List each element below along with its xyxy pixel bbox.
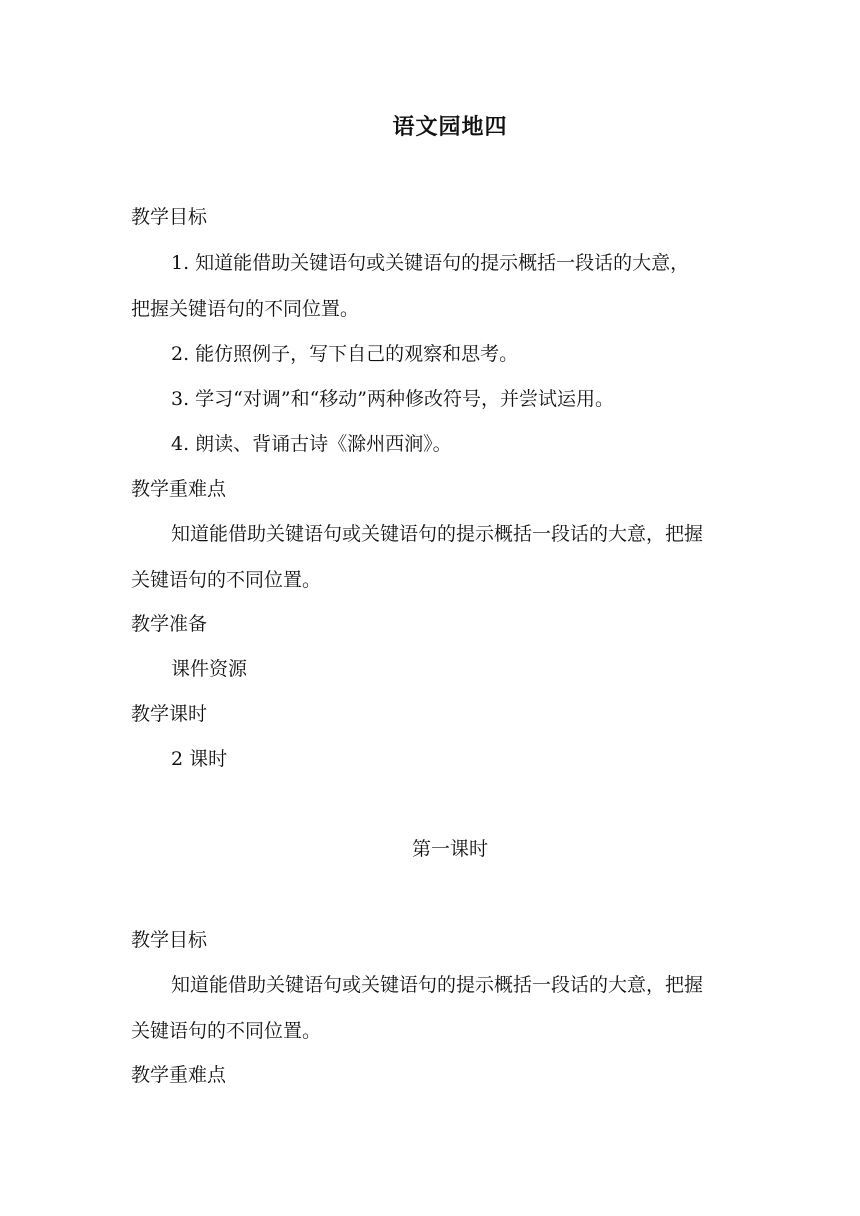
- objective-2: 2. 能仿照例子，写下自己的观察和思考。: [171, 343, 519, 365]
- section-heading-periods: 教学课时: [131, 703, 208, 725]
- objective-4: 4. 朗读、背诵古诗《滁州西涧》。: [171, 433, 452, 455]
- lesson-1-title: 第一课时: [411, 838, 488, 860]
- section-heading-objectives: 教学目标: [131, 206, 208, 228]
- lesson-1-objectives-line-2: 关键语句的不同位置。: [131, 1020, 322, 1042]
- lesson-1-objectives-line-1: 知道能借助关键语句或关键语句的提示概括一段话的大意，把握: [171, 974, 704, 996]
- objective-3: 3. 学习“对调”和“移动”两种修改符号，并尝试运用。: [171, 388, 615, 410]
- lesson-1-key-points-heading: 教学重难点: [131, 1064, 227, 1086]
- periods-text: 2 课时: [171, 748, 228, 770]
- key-points-line-1: 知道能借助关键语句或关键语句的提示概括一段话的大意，把握: [171, 523, 704, 545]
- objective-1-line-1: 1. 知道能借助关键语句或关键语句的提示概括一段话的大意，: [171, 252, 690, 274]
- section-heading-key-points: 教学重难点: [131, 478, 227, 500]
- document-title: 语文园地四: [392, 114, 508, 140]
- key-points-line-2: 关键语句的不同位置。: [131, 569, 322, 591]
- lesson-1-objectives-heading: 教学目标: [131, 929, 208, 951]
- section-heading-preparation: 教学准备: [131, 613, 208, 635]
- objective-1-line-2: 把握关键语句的不同位置。: [131, 298, 360, 320]
- preparation-text: 课件资源: [171, 658, 248, 680]
